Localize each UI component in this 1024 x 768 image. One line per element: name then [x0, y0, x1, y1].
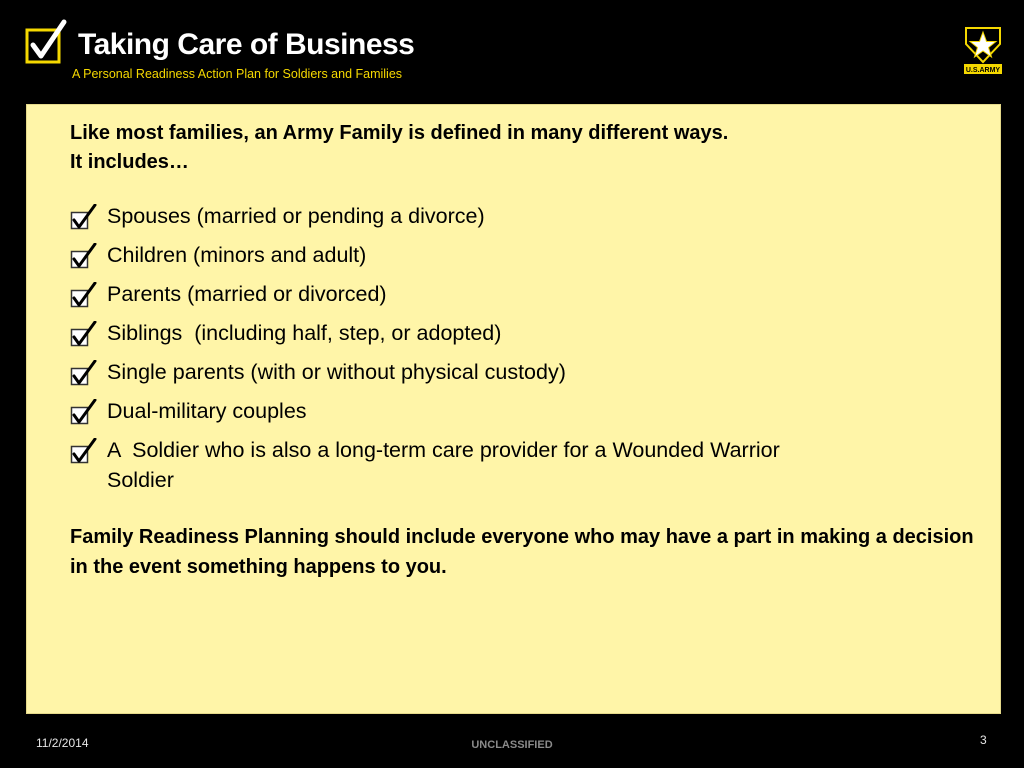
- list-item-label: Single parents (with or without physical custody): [107, 360, 566, 384]
- list-item-label: Siblings (including half, step, or adopted): [107, 321, 502, 345]
- list-item: [70, 201, 950, 231]
- checkbox-icon: [70, 282, 100, 308]
- content-panel: [26, 104, 1001, 714]
- brand-checkbox-icon: [24, 18, 72, 66]
- classification-label: UNCLASSIFIED: [471, 739, 553, 751]
- brand-subtitle: A Personal Readiness Action Plan for Soldiers and Families: [72, 67, 403, 81]
- list-item-label: Children (minors and adult): [107, 243, 367, 267]
- list-item: [70, 279, 950, 309]
- family-members-list: [70, 201, 950, 504]
- list-item: [70, 396, 950, 426]
- list-item-label: Parents (married or divorced): [107, 282, 387, 306]
- closing-statement: Family Readiness Planning should include everyone who may have a part in making a decision in the event something happens to you.: [70, 526, 974, 578]
- intro-line-1: Like most families, an Army Family is defined in many different ways.: [70, 122, 729, 144]
- army-logo-text: U.S.ARMY: [965, 67, 1001, 74]
- list-item: [70, 357, 950, 387]
- intro-text: [70, 119, 970, 177]
- list-item: [70, 318, 950, 348]
- checkbox-icon: [70, 399, 100, 425]
- list-item: [70, 435, 827, 495]
- slide-header: [0, 0, 1024, 104]
- checkbox-icon: [70, 438, 100, 464]
- brand-title: Taking Care of Business: [78, 28, 415, 61]
- list-item-label: Spouses (married or pending a divorce): [107, 204, 485, 228]
- checkbox-icon: [70, 321, 100, 347]
- checkbox-icon: [70, 243, 100, 269]
- list-item: [70, 240, 950, 270]
- list-item-label: A Soldier who is also a long-term care provider for a Wounded Warrior Soldier: [107, 438, 786, 492]
- page-number: 3: [980, 733, 987, 747]
- list-item-label: Dual-military couples: [107, 399, 307, 423]
- footer-date: 11/2/2014: [36, 736, 89, 750]
- intro-line-2: It includes…: [70, 151, 189, 173]
- army-star-logo: [962, 24, 1004, 76]
- checkbox-icon: [70, 204, 100, 230]
- checkbox-icon: [70, 360, 100, 386]
